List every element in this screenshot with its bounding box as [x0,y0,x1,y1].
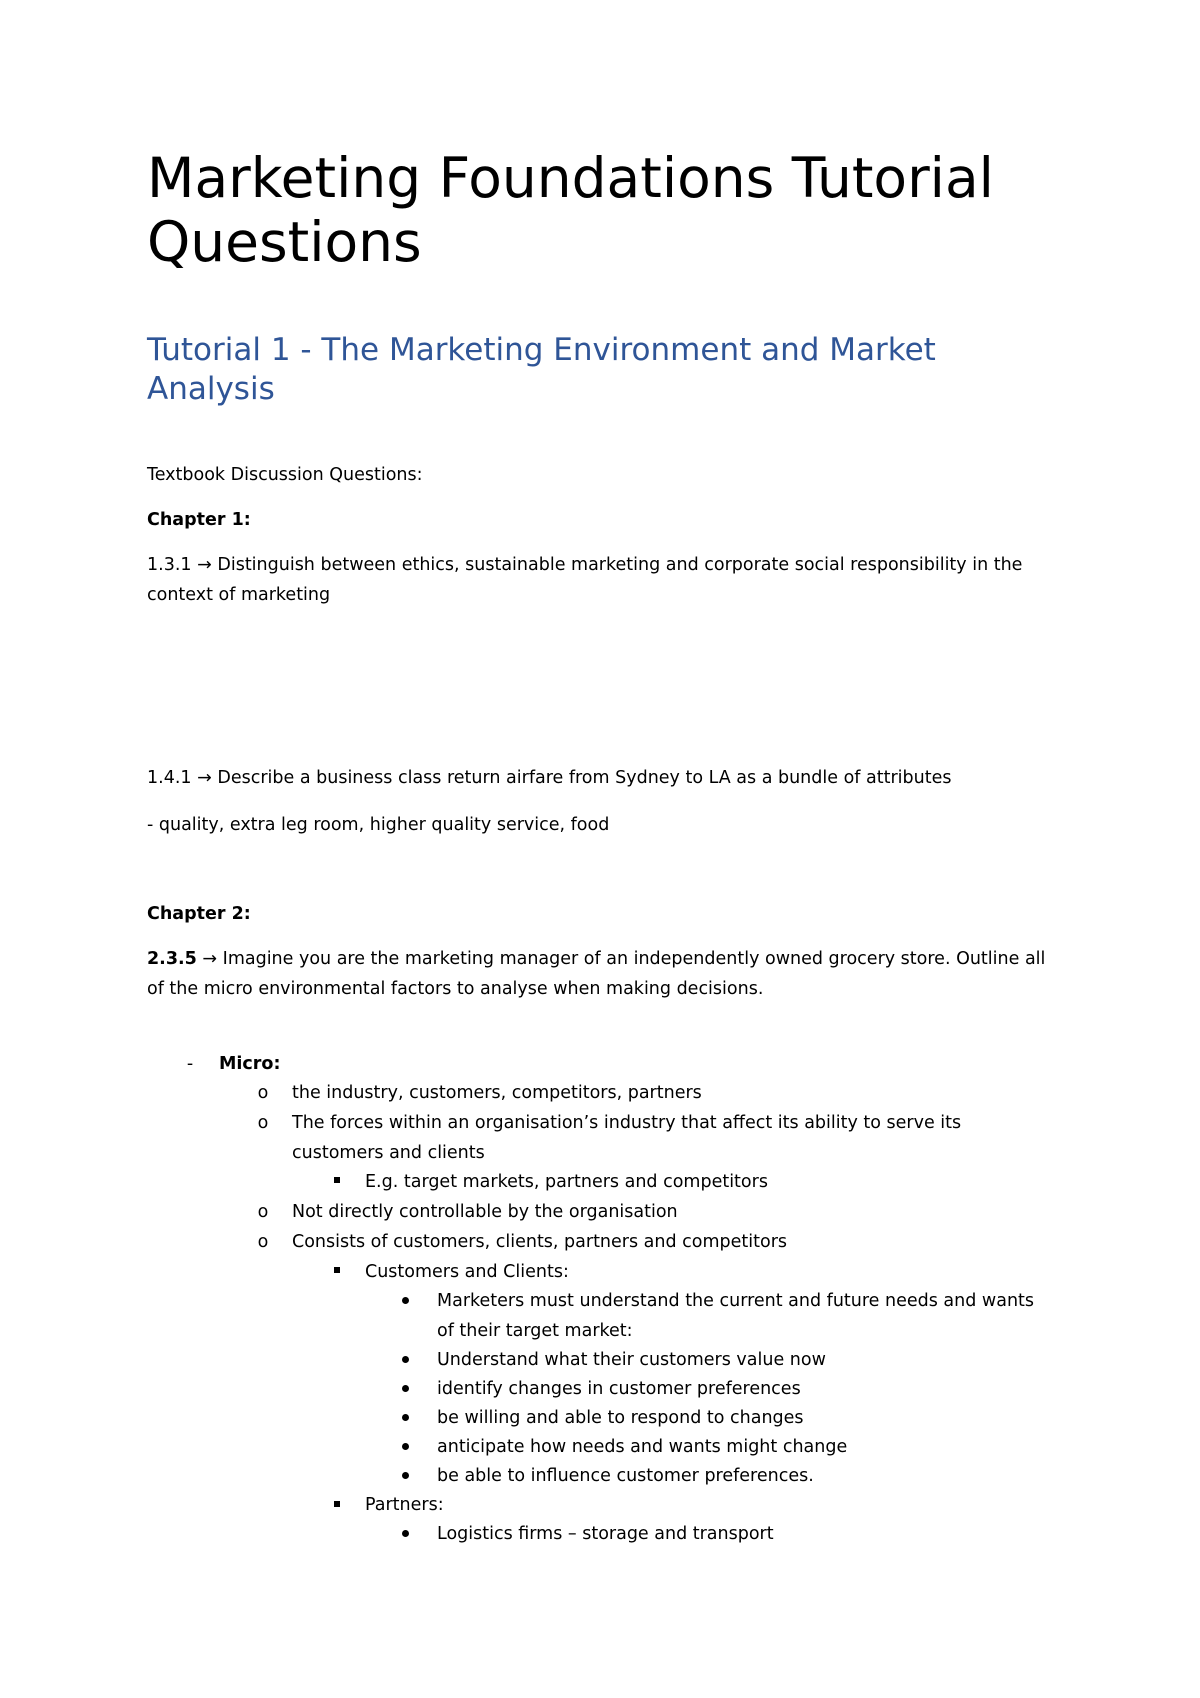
list-item-micro: Micro: [219,1054,281,1074]
list-item: anticipate how needs and wants might change [437,1437,848,1457]
circle-marker: o [257,1232,269,1252]
list-item: Logistics firms – storage and transport [437,1524,774,1544]
list-item: be willing and able to respond to changes [437,1408,804,1428]
tutorial-heading: Tutorial 1 - The Marketing Environment and Market Analysis [147,332,936,407]
question-text: Distinguish between ethics, sustainable marketing and corporate social responsibility in the context of marketing [147,555,1023,605]
round-bullet-icon [402,1297,409,1304]
list-item: be able to influence customer preferences. [437,1466,814,1486]
list-item: the industry, customers, competitors, partners [292,1083,702,1103]
list-item: Consists of customers, clients, partners and competitors [292,1232,788,1252]
intro-text: Textbook Discussion Questions: [147,465,423,485]
list-item: Not directly controllable by the organisation [292,1202,678,1222]
list-item-partners: Partners: [365,1495,444,1515]
chapter2-heading: Chapter 2: [147,904,251,924]
list-item: Marketers must understand the current and future needs and wants [437,1291,1035,1311]
list-item-customers: Customers and Clients: [365,1262,569,1282]
question-text: Describe a business class return airfare from Sydney to LA as a bundle of attributes [217,768,952,788]
circle-marker: o [257,1083,269,1103]
list-item: The forces within an organisation’s industry that affect its ability to serve its [292,1113,962,1133]
list-item-continued: of their target market: [437,1321,633,1341]
question-text: Imagine you are the marketing manager of an independently owned grocery store. Outline all of the micro environmental factors to analyse when making decisions. [147,949,1046,999]
square-bullet-icon [334,1177,340,1183]
chapter1-heading: Chapter 1: [147,510,251,530]
dash-marker: - [186,1054,194,1074]
arrow-icon: → [202,949,218,969]
list-item-continued: customers and clients [292,1143,485,1163]
square-bullet-icon [334,1267,340,1273]
round-bullet-icon [402,1414,409,1421]
question-number: 1.3.1 [147,555,192,575]
round-bullet-icon [402,1385,409,1392]
question-2-3-5 [147,944,1067,1004]
question-number: 1.4.1 [147,768,192,788]
question-1-4-1 [147,763,1067,793]
round-bullet-icon [402,1530,409,1537]
document-title: Marketing Foundations Tutorial Questions [147,146,994,274]
list-item: Understand what their customers value now [437,1350,826,1370]
list-item: identify changes in customer preferences [437,1379,801,1399]
circle-marker: o [257,1202,269,1222]
round-bullet-icon [402,1356,409,1363]
square-bullet-icon [334,1501,340,1507]
question-number: 2.3.5 [147,949,197,969]
round-bullet-icon [402,1443,409,1450]
circle-marker: o [257,1113,269,1133]
list-item: E.g. target markets, partners and competitors [365,1172,768,1192]
arrow-icon: → [197,555,212,575]
arrow-icon: → [197,768,212,788]
round-bullet-icon [402,1472,409,1479]
answer-1-4-1: - quality, extra leg room, higher quality service, food [147,815,610,835]
question-1-3-1 [147,550,1067,610]
